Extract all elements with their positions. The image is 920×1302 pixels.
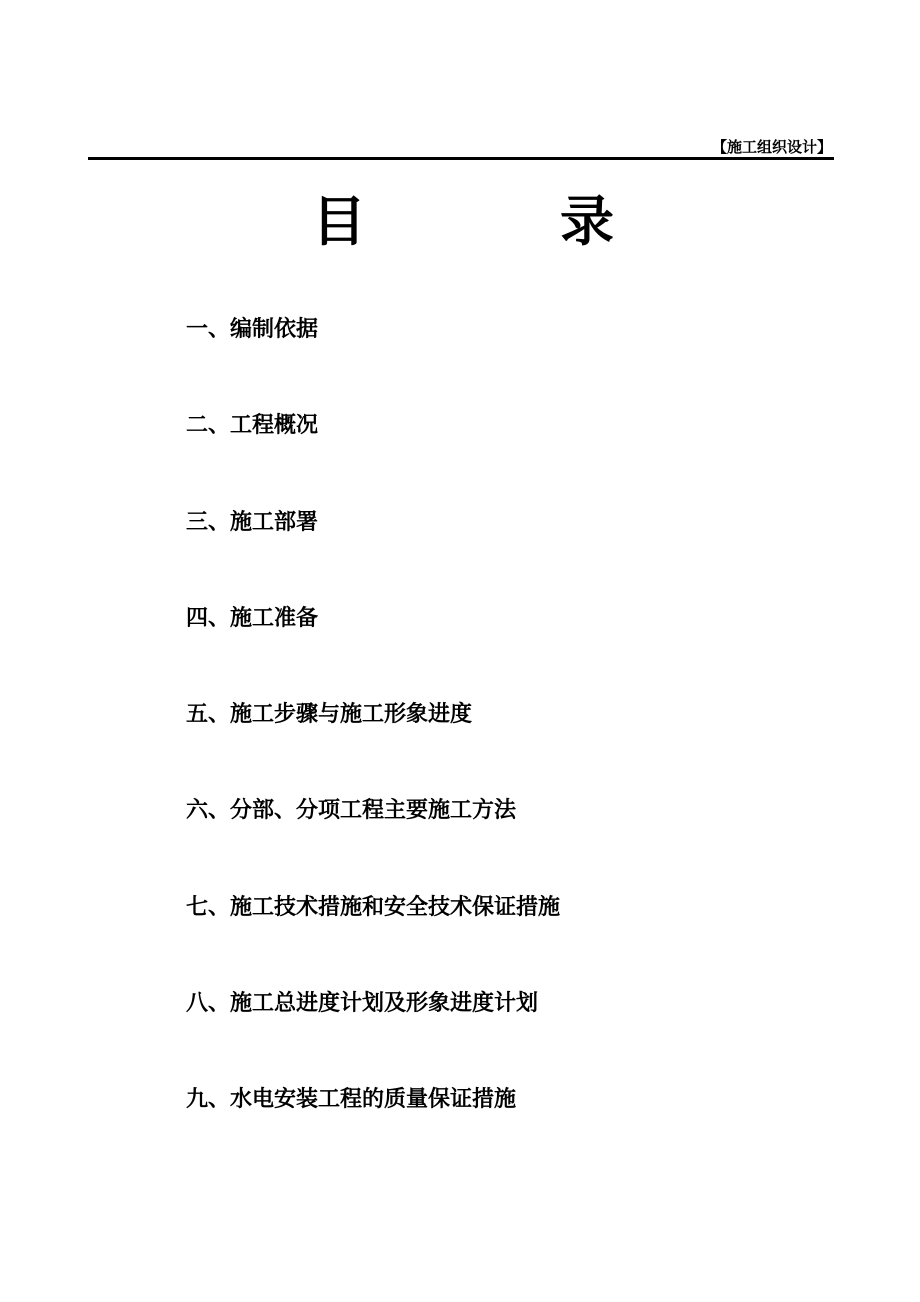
toc-item-4[interactable]: 四、施工准备 [186,605,319,631]
toc-item-5[interactable]: 五、施工步骤与施工形象进度 [186,702,473,728]
toc-title-char-2: 录 [560,190,614,253]
header-rule [88,157,834,160]
toc-item-7[interactable]: 七、施工技术措施和安全技术保证措施 [186,894,561,920]
toc-title [312,186,622,258]
toc-item-8[interactable]: 八、施工总进度计划及形象进度计划 [186,991,539,1017]
toc-item-6[interactable]: 六、分部、分项工程主要施工方法 [186,798,517,824]
toc-item-2[interactable]: 二、工程概况 [186,413,319,439]
toc-title-char-1: 目 [312,190,366,253]
toc-item-1[interactable]: 一、编制依据 [186,317,319,342]
toc-item-3[interactable]: 三、施工部署 [186,509,319,535]
running-header: 【施工组织设计】 [711,138,832,156]
toc-list [186,306,560,1173]
toc-item-9[interactable]: 九、水电安装工程的质量保证措施 [186,1087,517,1113]
